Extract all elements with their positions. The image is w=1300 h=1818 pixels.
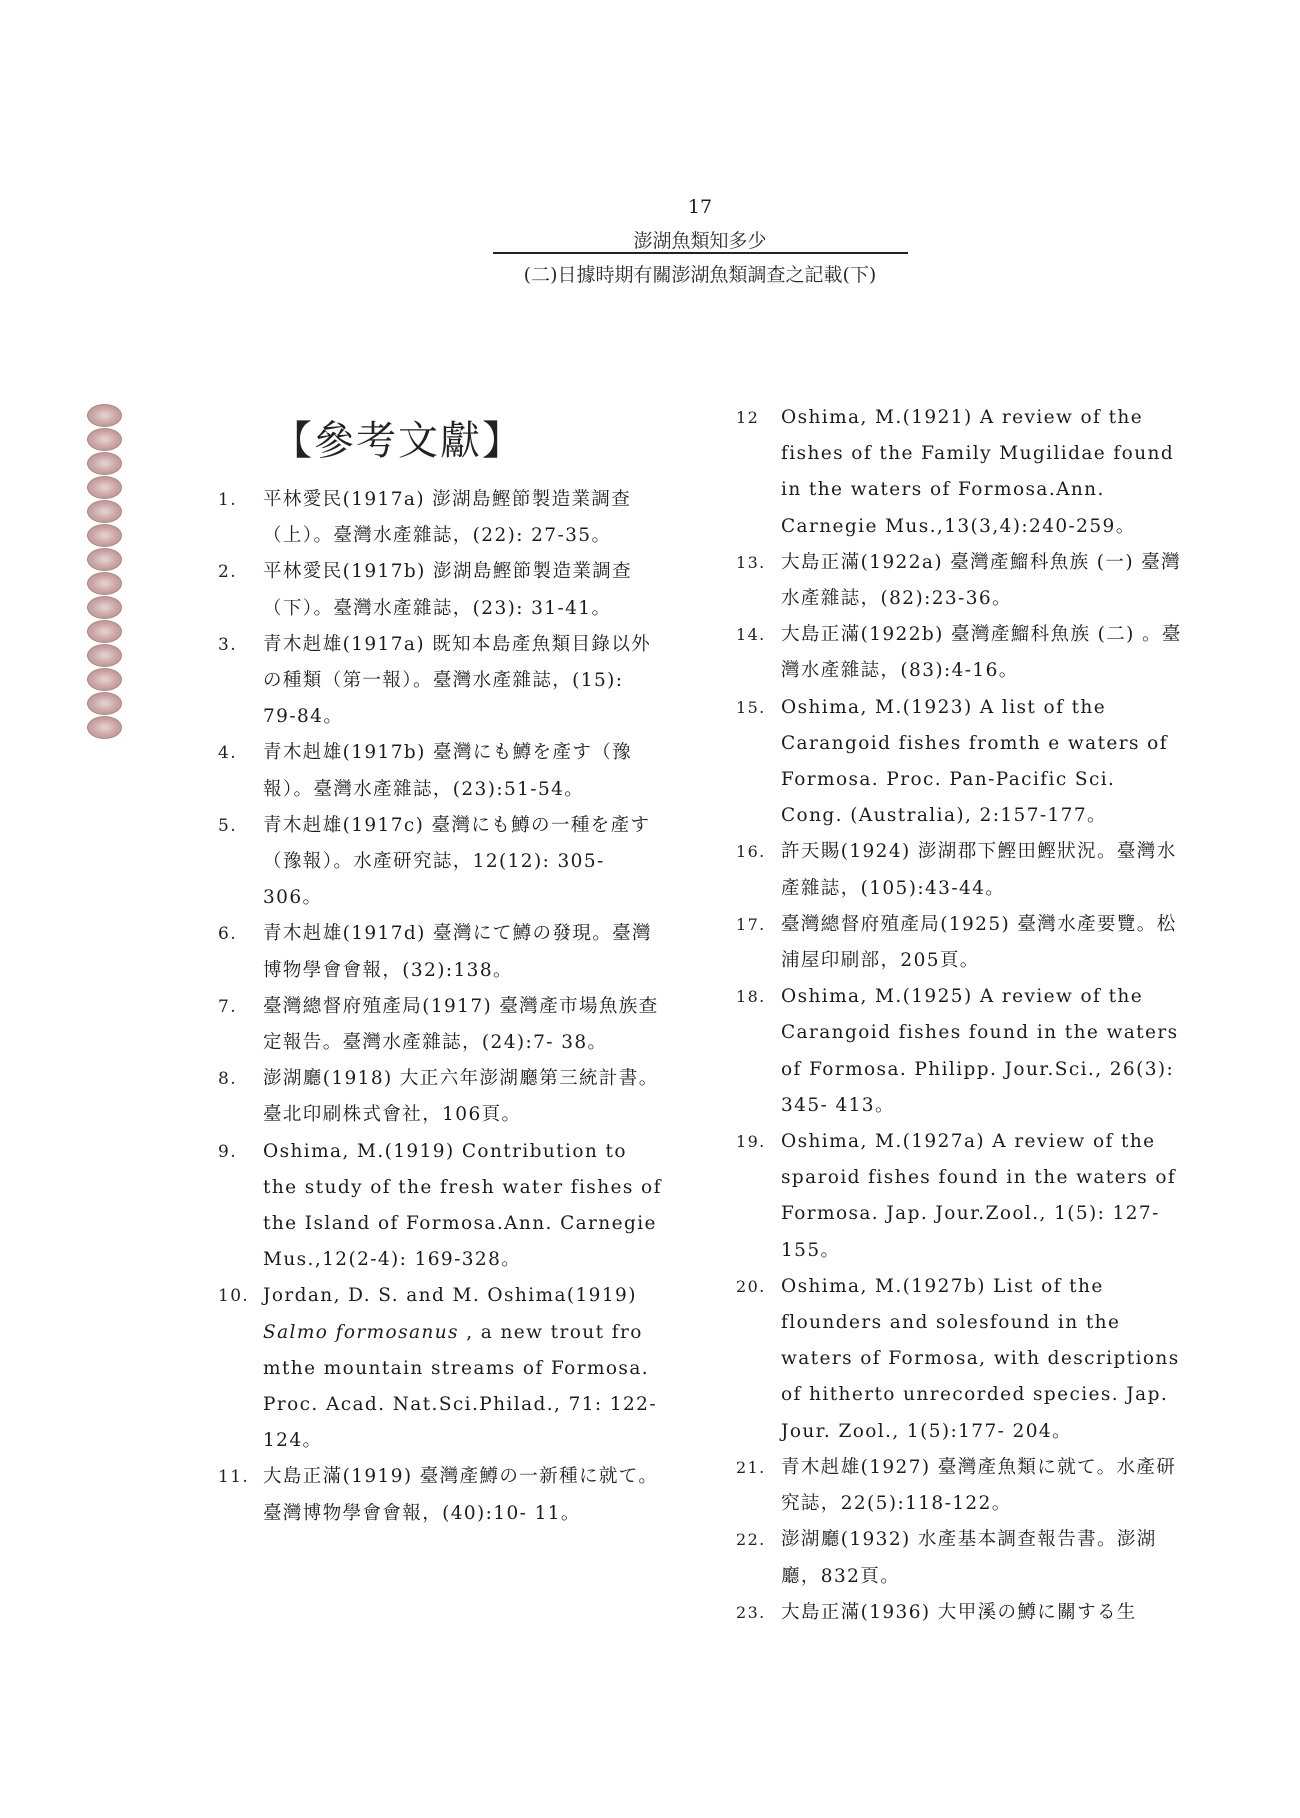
reference-text: 青木赳雄(1917b) 臺灣にも鱒を產す（豫報）。臺灣水產雜誌，(23):51-54。 xyxy=(263,742,633,800)
reference-number: 8. xyxy=(218,1069,238,1090)
reference-text: Oshima, M.(1927b) List of the flounders and solesfound in the waters of Formosa, with descriptions of hitherto unrecorded species. Jap. Jour. Zool., 1(5):177- 204。 xyxy=(781,1275,1180,1442)
reference-item xyxy=(736,979,1184,1124)
reference-item xyxy=(218,554,663,626)
reference-item xyxy=(736,545,1184,617)
reference-text-after: , a new trout fro mthe mountain streams of Formosa. Proc. Acad. Nat.Sci.Philad., 71: 122- 124。 xyxy=(263,1321,657,1452)
reference-text: Oshima, M.(1923) A list of the Carangoid fishes fromth e waters of Formosa. Proc. Pan-Pacific Sci. Cong. (Australia), 2:157-177。 xyxy=(781,696,1168,827)
reference-item xyxy=(736,400,1184,545)
reference-number: 12 xyxy=(736,408,760,427)
reference-text: 青木赳雄(1917a) 既知本島產魚類目錄以外の種類（第一報）。臺灣水產雜誌，(15): 79-84。 xyxy=(263,633,652,728)
reference-item xyxy=(218,1061,663,1133)
reference-text: 青木赳雄(1927) 臺灣產魚類に就て。水產研究誌，22(5):118-122。 xyxy=(781,1456,1177,1515)
reference-number: 1. xyxy=(218,490,238,510)
ornament-icon xyxy=(87,596,122,619)
reference-text: 澎湖廳(1918) 大正六年澎湖廳第三統計書。臺北印刷株式會社，106頁。 xyxy=(263,1068,659,1126)
reference-number: 14. xyxy=(736,625,766,645)
reference-number: 2. xyxy=(218,562,238,583)
section-title: 【參考文獻】 xyxy=(272,418,524,464)
decorative-ornament-strip xyxy=(87,404,124,739)
reference-text: 青木赳雄(1917c) 臺灣にも鱒の一種を產す（豫報）。水產研究誌，12(12): 305-306。 xyxy=(263,814,651,909)
reference-item xyxy=(218,1134,663,1279)
reference-number: 23. xyxy=(736,1602,766,1622)
reference-text: 平林愛民(1917b) 澎湖島鰹節製造業調查（下）。臺灣水產雜誌，(23): 31-41。 xyxy=(263,561,633,619)
reference-item xyxy=(736,1269,1184,1450)
running-header-title: 澎湖魚類知多少 xyxy=(633,230,767,252)
reference-text: 大島正滿(1922a) 臺灣產鰡科魚族 (一) 臺灣水產雜誌，(82):23-36。 xyxy=(781,551,1182,610)
reference-text: 臺灣總督府殖產局(1917) 臺灣產市場魚族查定報告。臺灣水產雜誌，(24):7- 38。 xyxy=(263,995,659,1054)
reference-number: 9. xyxy=(218,1141,238,1162)
references-right-column xyxy=(736,400,1184,1631)
header-divider xyxy=(493,252,908,254)
reference-text: 大島正滿(1922b) 臺灣產鰡科魚族 (二) 。臺灣水產雜誌，(83):4-16。 xyxy=(781,624,1182,682)
reference-text: 澎湖廳(1932) 水產基本調查報告書。澎湖廳，832頁。 xyxy=(781,1529,1157,1587)
reference-item xyxy=(218,1459,663,1531)
ornament-icon xyxy=(87,452,122,475)
ornament-icon xyxy=(87,548,122,571)
reference-number: 7. xyxy=(218,996,238,1017)
page-number: 17 xyxy=(687,196,713,218)
reference-number: 11. xyxy=(218,1467,250,1488)
reference-number: 18. xyxy=(736,987,766,1007)
reference-item xyxy=(218,627,663,736)
reference-number: 5. xyxy=(218,815,238,836)
reference-item xyxy=(218,989,663,1061)
ornament-icon xyxy=(87,716,122,739)
running-header-subtitle: (二)日據時期有關澎湖魚類調查之記載(下) xyxy=(523,264,877,286)
reference-item xyxy=(736,1522,1184,1594)
references-left-column xyxy=(218,482,663,1532)
reference-number: 4. xyxy=(218,743,238,764)
reference-item xyxy=(218,735,663,807)
reference-text-before: Jordan, D. S. and M. Oshima(1919) xyxy=(263,1285,637,1307)
reference-item xyxy=(218,1278,663,1459)
reference-item xyxy=(218,808,663,917)
reference-number: 16. xyxy=(736,842,766,862)
ornament-icon xyxy=(87,500,122,523)
reference-text: Oshima, M.(1925) A review of the Carangoid fishes found in the waters of Formosa. Philipp. Jour.Sci., 26(3): 345- 413。 xyxy=(781,986,1179,1116)
reference-item xyxy=(736,907,1184,979)
reference-item xyxy=(218,916,663,988)
reference-number: 13. xyxy=(736,552,766,572)
reference-number: 15. xyxy=(736,697,766,717)
reference-number: 21. xyxy=(736,1457,766,1477)
reference-item xyxy=(218,482,663,554)
reference-number: 19. xyxy=(736,1132,766,1152)
ornament-icon xyxy=(87,620,122,643)
reference-text: Oshima, M.(1919) Contribution to the study of the fresh water fishes of the Island of Formosa.Ann. Carnegie Mus.,12(2-4): 169-328。 xyxy=(263,1140,662,1271)
species-name: Salmo formosanus xyxy=(263,1321,459,1343)
ornament-icon xyxy=(87,668,122,691)
reference-text xyxy=(263,1278,663,1459)
reference-text: 臺灣總督府殖產局(1925) 臺灣水產要覽。松浦屋印刷部，205頁。 xyxy=(781,913,1177,972)
reference-text: Oshima, M.(1927a) A review of the sparoid fishes found in the waters of Formosa. Jap. Jour.Zool., 1(5): 127- 155。 xyxy=(781,1131,1177,1261)
reference-number: 6. xyxy=(218,924,238,945)
reference-number: 17. xyxy=(736,914,766,934)
ornament-icon xyxy=(87,428,122,451)
reference-item xyxy=(736,617,1184,689)
reference-item xyxy=(736,834,1184,906)
reference-item xyxy=(736,1124,1184,1269)
reference-text: 大島正滿(1919) 臺灣產鱒の一新種に就て。臺灣博物學會會報，(40):10- 11。 xyxy=(263,1466,659,1524)
reference-number: 20. xyxy=(736,1276,766,1296)
ornament-icon xyxy=(87,524,122,547)
ornament-icon xyxy=(87,404,122,427)
reference-item xyxy=(736,1450,1184,1522)
ornament-icon xyxy=(87,692,122,715)
ornament-icon xyxy=(87,644,122,667)
reference-text: 平林愛民(1917a) 澎湖島鰹節製造業調查（上）。臺灣水產雜誌，(22): 27-35。 xyxy=(263,489,632,547)
reference-text: 青木赳雄(1917d) 臺灣にて鱒の發現。臺灣博物學會會報，(32):138。 xyxy=(263,923,652,981)
reference-number: 3. xyxy=(218,634,238,655)
reference-text: 大島正滿(1936) 大甲溪の鱒に關する生 xyxy=(781,1601,1137,1623)
reference-number: 22. xyxy=(736,1530,766,1550)
reference-text: 許天賜(1924) 澎湖郡下鰹田鰹狀況。臺灣水產雜誌，(105):43-44。 xyxy=(781,841,1177,899)
reference-item xyxy=(736,1595,1184,1631)
reference-text: Oshima, M.(1921) A review of the fishes of the Family Mugilidae found in the waters of Formosa.Ann. Carnegie Mus.,13(3,4):240-259。 xyxy=(781,407,1175,537)
reference-number: 10. xyxy=(218,1286,250,1307)
reference-item xyxy=(736,690,1184,835)
ornament-icon xyxy=(87,572,122,595)
ornament-icon xyxy=(87,476,122,499)
